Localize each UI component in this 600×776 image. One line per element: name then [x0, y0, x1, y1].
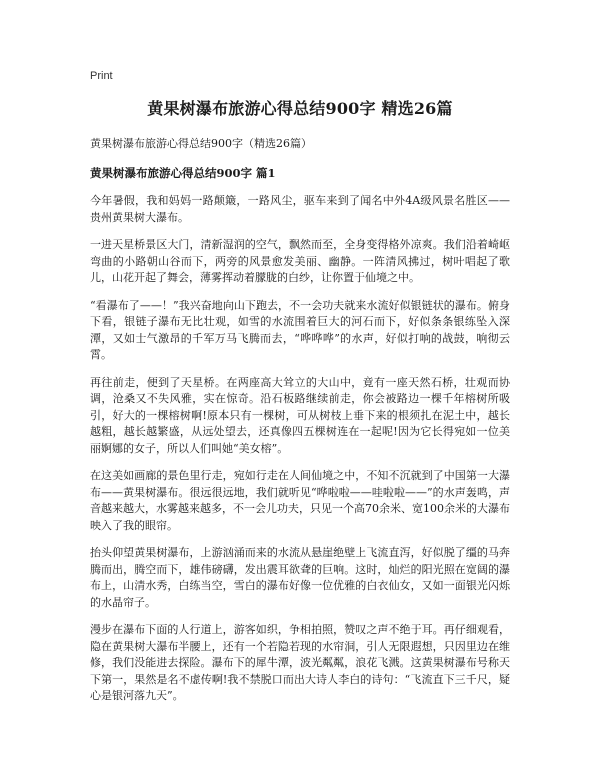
paragraph: 在这美如画廊的景色里行走，宛如行走在人间仙境之中，不知不沉就到了中国第一大瀑布——黄果树瀑布。很远很远地，我们就听见“哗啦啦——哇啦啦——”的水声轰鸣，声音越来越大，水雾越来越多，不一会儿功夫，只见一个高70余米、宽100余米的大瀑布映入了我的眼帘。	[90, 469, 510, 532]
print-label[interactable]: Print	[90, 70, 113, 82]
paragraph: 今年暑假，我和妈妈一路颠簸，一路风尘，驱车来到了闻名中外4A级风景名胜区——贵州黄果树大瀑布。	[90, 194, 510, 224]
paragraph: 抬头仰望黄果树瀑布，上游汹涌而来的水流从悬崖绝壁上飞流直泻，好似脱了缰的马奔腾而出，腾空而下，雄伟磅礴，发出震耳欲聋的巨响。这时，灿烂的阳光照在宽阔的瀑布上，山清水秀，白练当空，雪白的瀑布好像一位优雅的白衣仙女，又如一面银光闪烁的水晶帘子。	[90, 546, 510, 609]
page-title: 黄果树瀑布旅游心得总结900字 精选26篇	[147, 99, 453, 118]
paragraph: 漫步在瀑布下面的人行道上，游客如织，争相拍照，赞叹之声不绝于耳。再仔细观看，隐在黄果树大瀑布半腰上，还有一个若隐若现的水帘洞，引人无限遐想，只因里边在维修，我们没能进去探险。瀑布下的犀牛潭，波光粼粼，浪花飞溅。这黄果树瀑布号称天下第一，果然是名不虚传啊!我不禁脱口而出大诗人李白的诗句：“飞流直下三千尺，疑心是银河落九天”。	[90, 623, 510, 702]
paragraph: 再往前走，便到了天星桥。在两座高大耸立的大山中，竟有一座天然石桥，壮观而协调，沧桑又不失风雅，实在惊奇。沿石板路继续前走，你会被路边一棵千年榕树所吸引，好大的一棵榕树啊!原本只有一棵树，可从树枝上垂下来的根须扎在泥土中，越长越粗，越长越繁盛，从远处望去，还真像四五棵树连在一起呢!因为它长得宛如一位美丽婀娜的女子，所以人们叫她“美女榕”。	[90, 375, 510, 455]
section-heading: 黄果树瀑布旅游心得总结900字 篇1	[90, 166, 276, 180]
paragraph: “看瀑布了——！”我兴奋地向山下跑去，不一会功夫就来水流好似银链状的瀑布。俯身下看，银链子瀑布无比壮观，如雪的水流围着巨大的河石而下，好似条条银练坠入深潭，又如士气激昂的千军万马飞腾而去，“哗哗哗”的水声，好似打响的战鼓，响彻云霄。	[90, 298, 510, 361]
paragraph: 一进天星桥景区大门，清新湿润的空气，飘然而至，全身变得格外凉爽。我们沿着崎岖弯曲的小路朝山谷而下，两旁的风景愈发美丽、幽静。一阵清风拂过，树叶唱起了歌儿，山花开起了舞会，薄雾挥动着朦胧的白纱，让你置于仙境之中。	[90, 238, 510, 284]
page-subtitle: 黄果树瀑布旅游心得总结900字（精选26篇）	[90, 137, 312, 150]
